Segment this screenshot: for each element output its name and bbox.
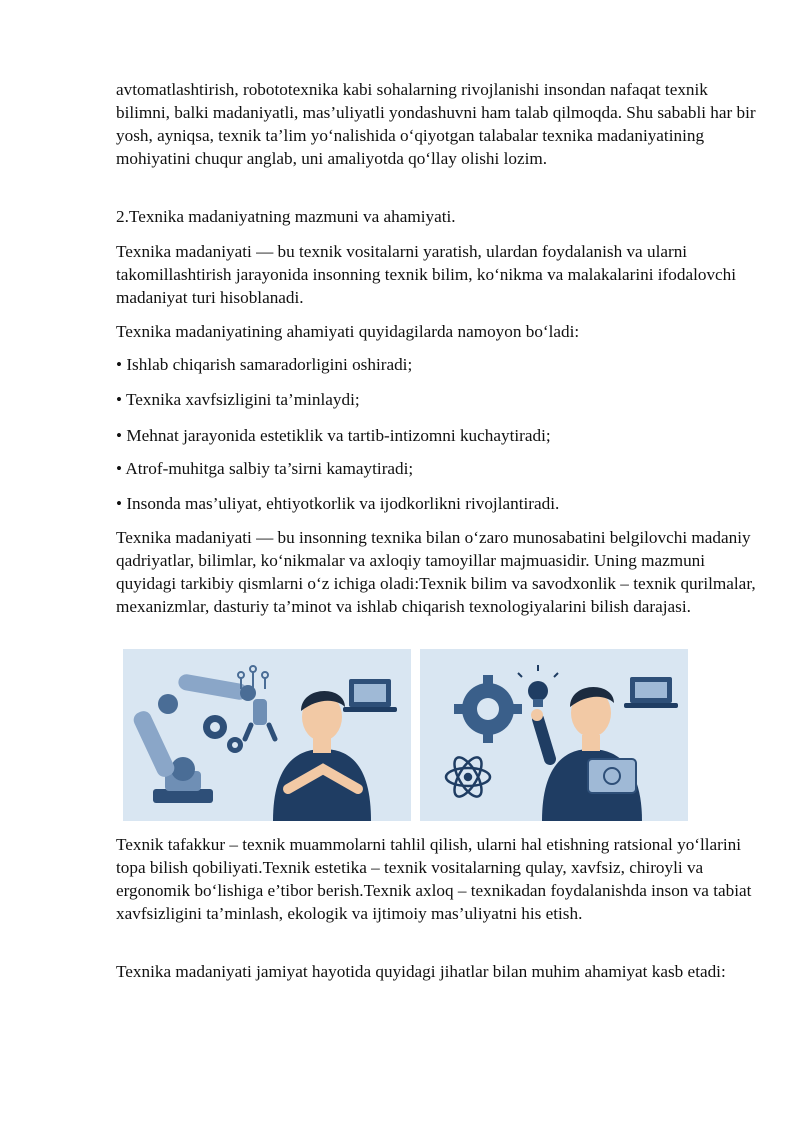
bullet-item: • Mehnat jarayonida estetiklik va tartib-intizomni kuchaytiradi; [116,426,551,445]
intro-paragraph: avtomatlashtirish, robototexnika kabi sohalarning rivojlanishi insondan nafaqat texnik bilimni, balki madaniyatli, mas’uliyatli yondashuvni ham talab qilmoqda. Shu sababli har bir yosh, ayniqsa, texnik ta’lim yo‘nalishida o‘qiyotgan talabalar texnika madaniyatining mohiyatini chuqur anglab, uni amaliyotda qo‘llay olishi lozim. [116,80,756,168]
content-paragraph: Texnika madaniyati — bu insonning texnika bilan o‘zaro munosabatini belgilovchi madaniy qadriyatlar, bilimlar, ko‘nikmalar va axloqiy tamoyillar majmuasidir. Uning mazmuni quyidagi tarkibiy qismlarni o‘z ichiga oladi:Texnik bilim va savodxonlik – texnik qurilmalar, mexanizmlar, dasturiy ta’minot va ishlab chiqarish texnologiyalarini bilish darajasi. [116,528,756,616]
section-heading: 2.Texnika madaniyatning mazmuni va ahamiyati. [116,207,456,226]
robot-arm-illustration [123,649,411,821]
bullet-item: • Ishlab chiqarish samaradorligini oshiradi; [116,355,413,374]
components-paragraph: Texnik tafakkur – texnik muammolarni tahlil qilish, ularni hal etishning ratsional yo‘llarini topa bilish qobiliyati.Texnik estetika – texnik vositalarning qulay, xavfsiz, chiroyli va ergonomik bo‘lishiga e’tibor berish.Texnik axloq – texnikadan foydalanishda inson va tabiat xavfsizligini ta’minlash, ekologik va ijtimoiy mas’uliyatni his etish. [116,835,752,923]
bullet-item: • Insonda mas’uliyat, ehtiyotkorlik va ijodkorlikni rivojlantiradi. [116,494,560,513]
closing-paragraph: Texnika madaniyati jamiyat hayotida quyidagi jihatlar bilan muhim ahamiyat kasb etadi: [116,962,726,981]
definition-paragraph: Texnika madaniyati — bu texnik vositalarni yaratish, ulardan foydalanish va ularni takomillashtirish jarayonida insonning texnik bilim, ko‘nikma va malakalarini ifodalovchi madaniyat turi hisoblanadi. [116,242,737,307]
importance-intro: Texnika madaniyatining ahamiyati quyidagilarda namoyon bo‘ladi: [116,322,580,341]
laptop-icon [343,679,397,712]
tablet-icon [588,759,636,793]
bullet-item: • Atrof-muhitga salbiy ta’sirni kamaytiradi; [116,459,414,478]
laptop-icon [624,677,678,708]
engineer-tablet-illustration [420,649,688,821]
bullet-item: • Texnika xavfsizligini ta’minlaydi; [116,390,360,409]
